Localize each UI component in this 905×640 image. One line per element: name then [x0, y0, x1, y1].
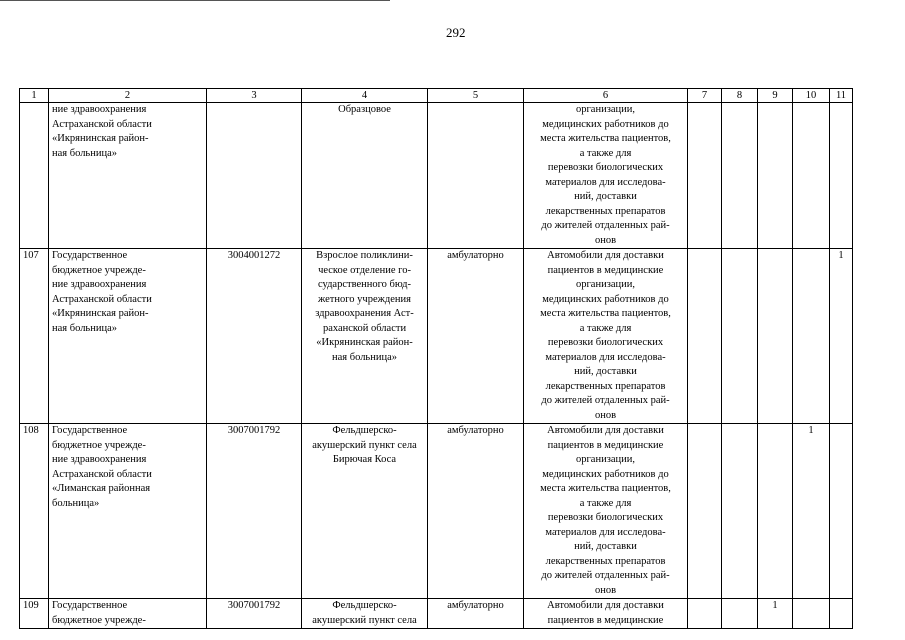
count-cell-8	[722, 249, 758, 424]
column-header: 1	[20, 89, 49, 103]
count-cell-8	[722, 103, 758, 249]
column-header: 7	[688, 89, 722, 103]
table-row-108	[20, 424, 853, 599]
vehicle-purpose-cell: организации, медицинских работников до места жительства пациентов, а также для перевозки биологических материалов для исследова- ний, доставки лекарственных препаратов до жителей отдаленных рай- онов	[524, 103, 688, 249]
care-type-cell: амбулаторно	[428, 599, 524, 629]
count-cell-9	[758, 249, 793, 424]
column-number-row	[20, 89, 853, 103]
count-cell-9: 1	[758, 599, 793, 629]
count-cell-7	[688, 424, 722, 599]
code-cell: 3007001792	[207, 424, 302, 599]
count-cell-10	[793, 249, 830, 424]
organization-cell: Государственное бюджетное учрежде- ние здравоохранения Астраханской области «Лиманская районная больница»	[49, 424, 207, 599]
column-header: 6	[524, 89, 688, 103]
vehicle-purpose-cell: Автомобили для доставки пациентов в медицинские организации, медицинских работников до места жительства пациентов, а также для перевозки биологических материалов для исследова- ний, доставки лекарственных препаратов до жителей отдаленных рай- онов	[524, 249, 688, 424]
row-number: 108	[20, 424, 49, 599]
count-cell-10: 1	[793, 424, 830, 599]
unit-cell: Фельдшерско- акушерский пункт села Бирючая Коса	[302, 424, 428, 599]
row-number	[20, 103, 49, 249]
count-cell-10	[793, 599, 830, 629]
care-type-cell: амбулаторно	[428, 424, 524, 599]
table-row-107	[20, 249, 853, 424]
count-cell-7	[688, 103, 722, 249]
code-cell: 3004001272	[207, 249, 302, 424]
count-cell-7	[688, 599, 722, 629]
row-number: 107	[20, 249, 49, 424]
column-header: 3	[207, 89, 302, 103]
table-row-continuation	[20, 103, 853, 249]
count-cell-11	[830, 424, 853, 599]
column-header: 2	[49, 89, 207, 103]
count-cell-8	[722, 424, 758, 599]
column-header: 8	[722, 89, 758, 103]
page-number: 292	[446, 25, 466, 40]
column-header: 10	[793, 89, 830, 103]
count-cell-9	[758, 424, 793, 599]
unit-cell: Образцовое	[302, 103, 428, 249]
care-type-cell: амбулаторно	[428, 249, 524, 424]
vehicle-purpose-cell: Автомобили для доставки пациентов в медицинские организации, медицинских работников до места жительства пациентов, а также для перевозки биологических материалов для исследова- ний, доставки лекарственных препаратов до жителей отдаленных рай- онов	[524, 424, 688, 599]
care-type-cell	[428, 103, 524, 249]
unit-cell: Фельдшерско- акушерский пункт села	[302, 599, 428, 629]
organization-cell: Государственное бюджетное учрежде- ние здравоохранения Астраханской области «Икрянинская район- ная больница»	[49, 249, 207, 424]
count-cell-7	[688, 249, 722, 424]
code-cell	[207, 103, 302, 249]
data-table	[19, 88, 853, 629]
organization-cell: ние здравоохранения Астраханской области «Икрянинская район- ная больница»	[49, 103, 207, 249]
column-header: 11	[830, 89, 853, 103]
table-row-109	[20, 599, 853, 629]
vehicle-purpose-cell: Автомобили для доставки пациентов в медицинские	[524, 599, 688, 629]
column-header: 4	[302, 89, 428, 103]
top-rule	[0, 0, 390, 1]
count-cell-11: 1	[830, 249, 853, 424]
column-header: 5	[428, 89, 524, 103]
column-header: 9	[758, 89, 793, 103]
count-cell-8	[722, 599, 758, 629]
count-cell-11	[830, 103, 853, 249]
count-cell-11	[830, 599, 853, 629]
code-cell: 3007001792	[207, 599, 302, 629]
organization-cell: Государственное бюджетное учрежде-	[49, 599, 207, 629]
unit-cell: Взрослое поликлини- ческое отделение го- сударственного бюд- жетного учреждения здравоохранения Аст- раханской области «Икрянинская район- ная больница»	[302, 249, 428, 424]
count-cell-9	[758, 103, 793, 249]
row-number: 109	[20, 599, 49, 629]
count-cell-10	[793, 103, 830, 249]
